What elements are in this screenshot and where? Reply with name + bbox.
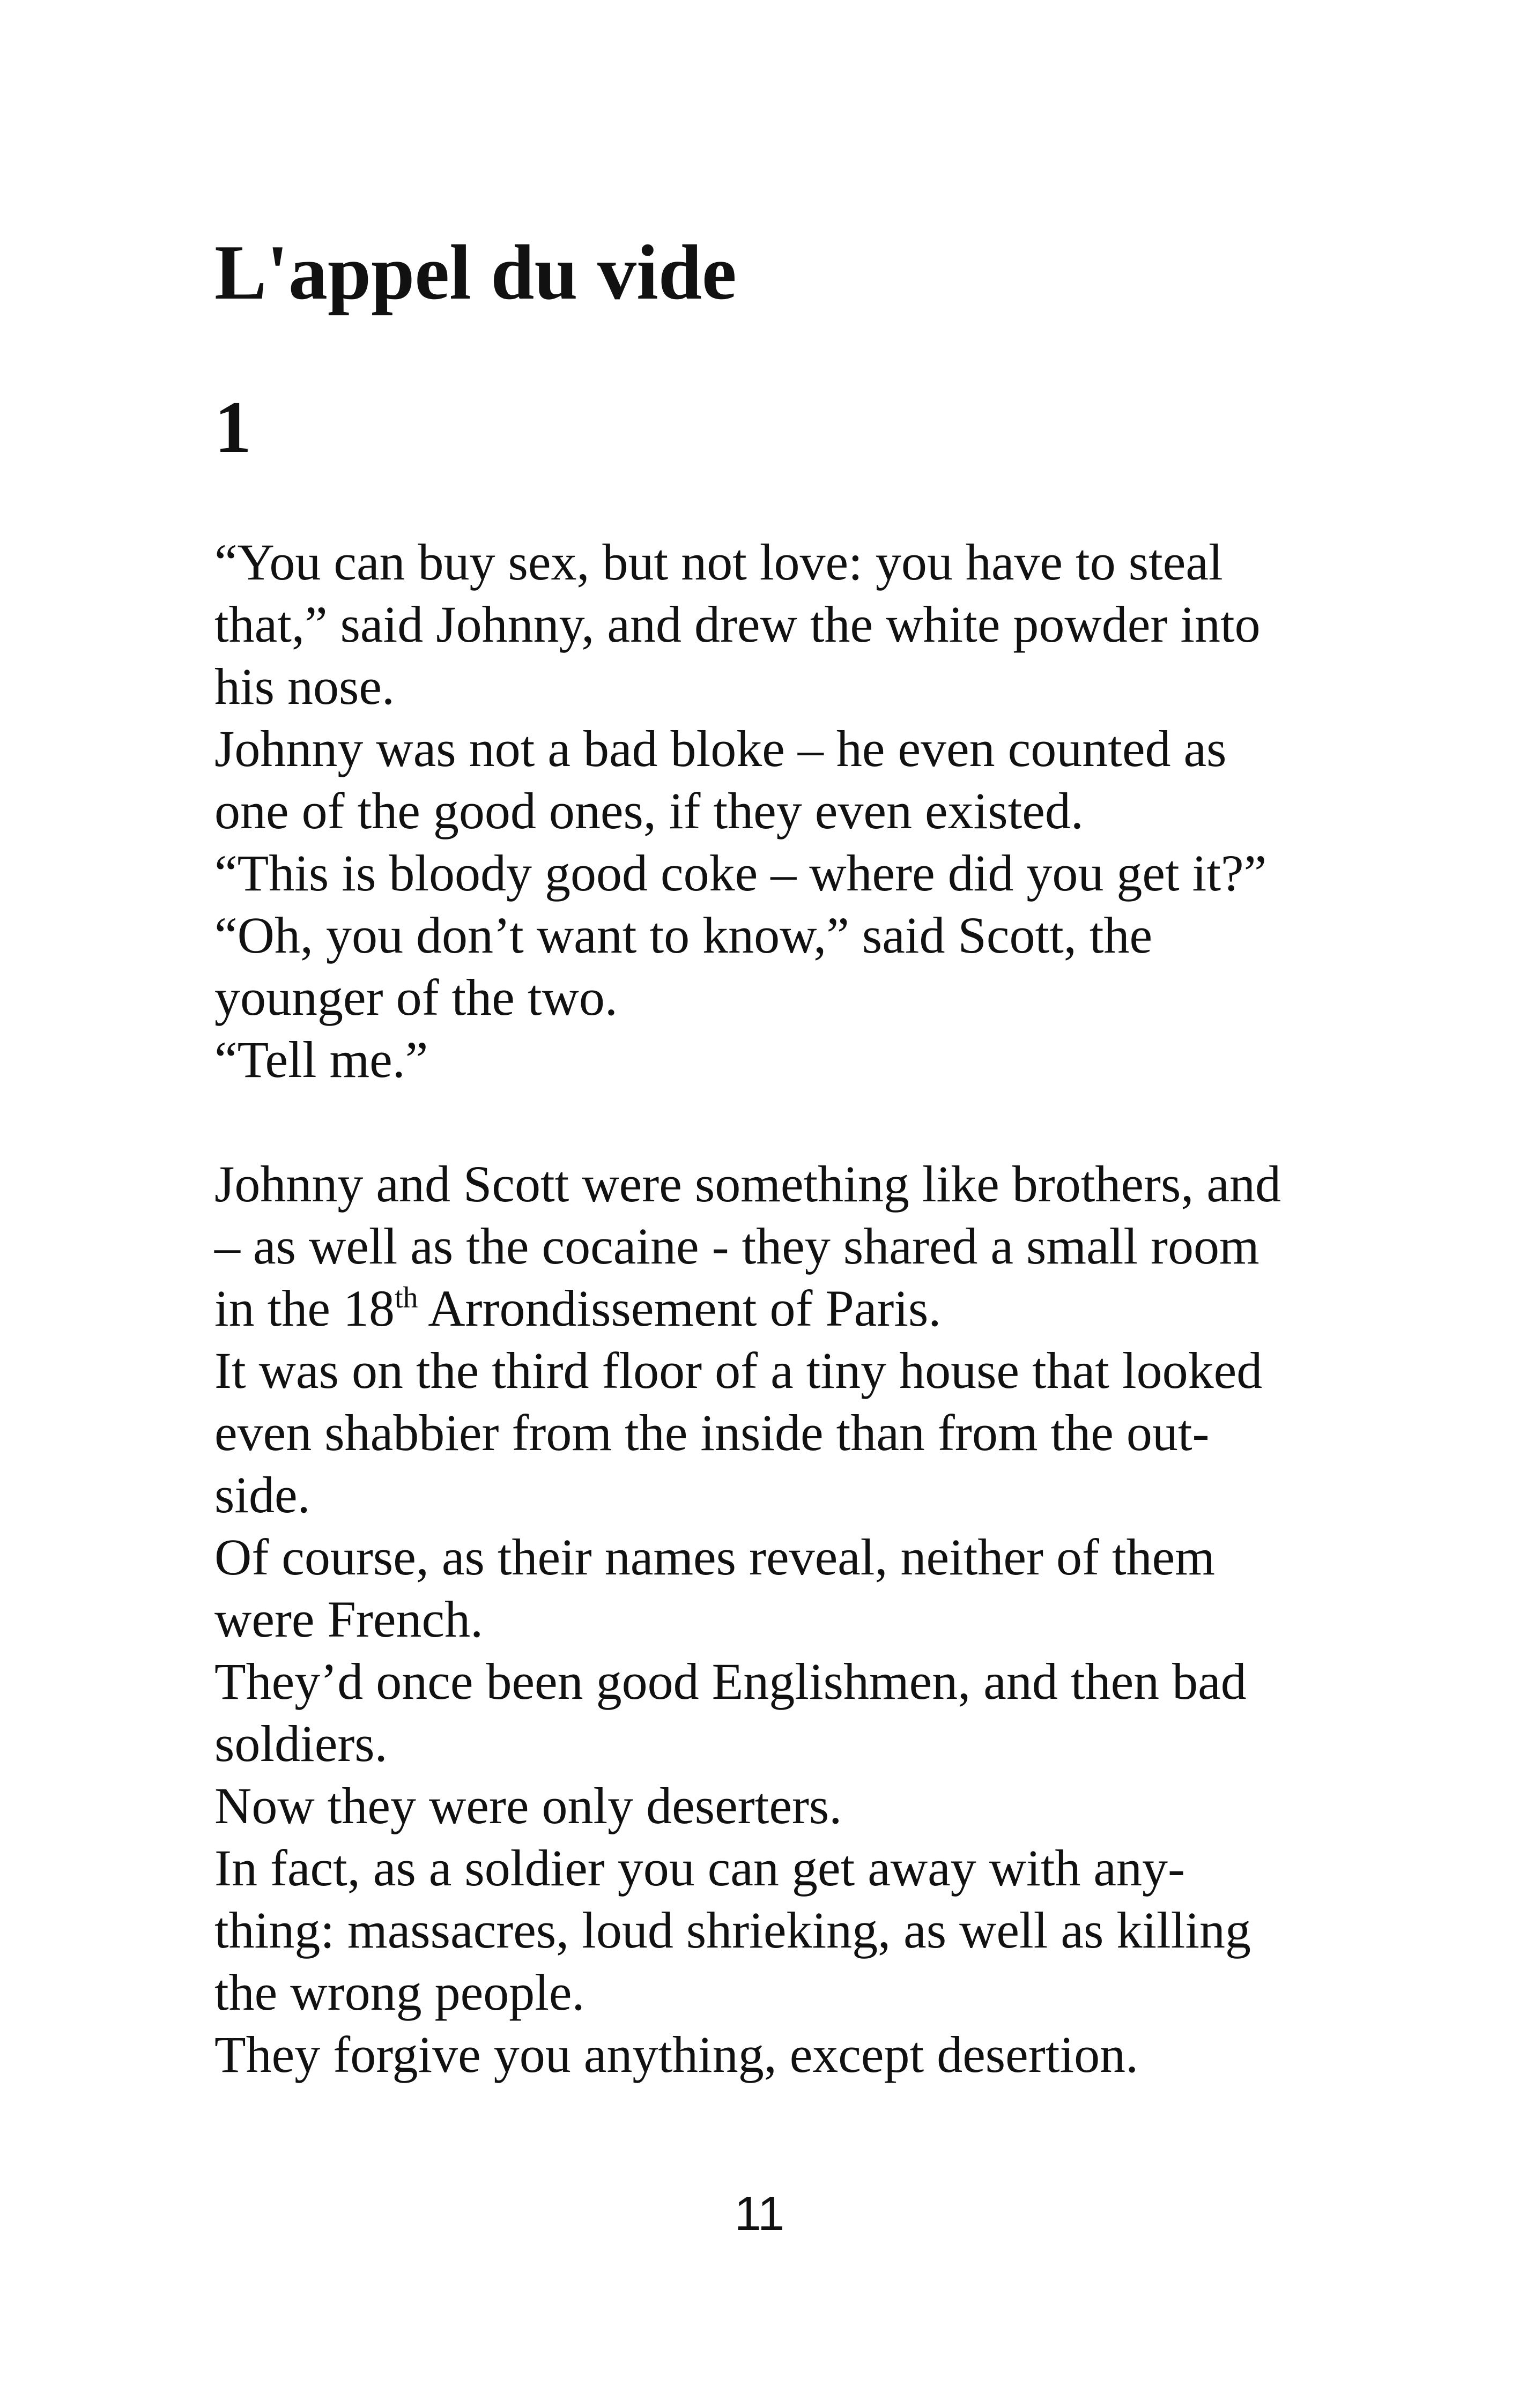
paragraph-1 [214, 531, 1330, 1091]
paragraph-2 [214, 1153, 1330, 2086]
text-line: were French. [214, 1591, 484, 1648]
text-line: “You can buy sex, but not love: you have to steal [214, 533, 1223, 591]
text-line: – as well as the cocaine - they shared a small room [214, 1217, 1259, 1275]
chapter-number: 1 [214, 386, 251, 468]
chapter-title: L'appel du vide [214, 229, 737, 316]
text-line: “Oh, you don’t want to know,” said Scott, the [214, 906, 1153, 964]
body-text [214, 531, 1330, 2086]
text-line: Johnny and Scott were something like brothers, and [214, 1155, 1281, 1213]
ordinal-superscript: th [394, 1281, 418, 1314]
text-line: Now they were only deserters. [214, 1777, 842, 1834]
text-fragment: in the 18 [214, 1280, 395, 1337]
text-line: In fact, as a soldier you can get away with any- [214, 1839, 1185, 1897]
paragraph-break [214, 1091, 1330, 1153]
text-line: thing: massacres, loud shrieking, as well as killing [214, 1901, 1251, 1959]
text-line: the wrong people. [214, 1964, 585, 2021]
text-line: “This is bloody good coke – where did you get it?” [214, 844, 1267, 902]
text-fragment: Arrondissement of Paris. [418, 1280, 942, 1337]
text-line: They forgive you anything, except desertion. [214, 2026, 1139, 2083]
text-line: They’d once been good Englishmen, and then bad [214, 1653, 1247, 1710]
text-line: Of course, as their names reveal, neither of them [214, 1528, 1215, 1586]
text-line: even shabbier from the inside than from the out- [214, 1404, 1210, 1461]
text-line: younger of the two. [214, 969, 618, 1026]
text-line: his nose. [214, 658, 395, 715]
text-line: “Tell me.” [214, 1031, 428, 1088]
page-number: 11 [734, 2187, 785, 2241]
text-line-with-superscript [214, 1277, 1330, 1340]
text-line: Johnny was not a bad bloke – he even counted as [214, 720, 1227, 777]
text-line: soldiers. [214, 1715, 388, 1772]
text-line: side. [214, 1466, 310, 1523]
text-line: It was on the third floor of a tiny house that looked [214, 1342, 1263, 1399]
text-line: that,” said Johnny, and drew the white powder into [214, 596, 1261, 653]
text-line: one of the good ones, if they even existed. [214, 782, 1084, 839]
